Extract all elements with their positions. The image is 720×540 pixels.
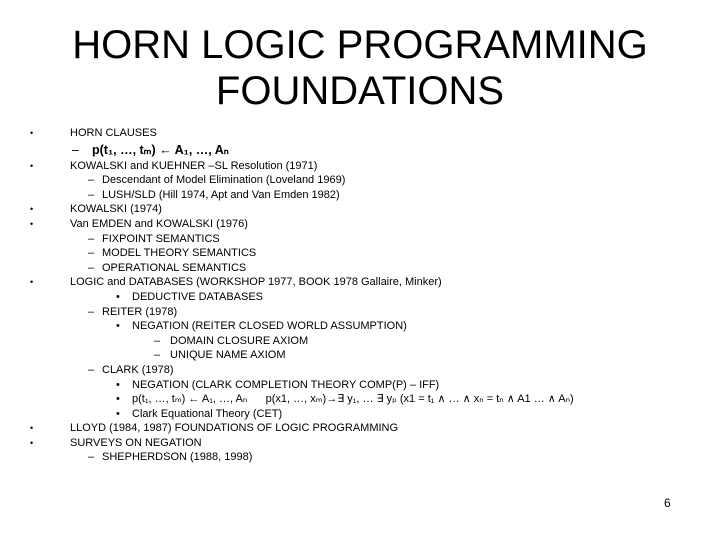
list-item: – CLARK (1978) — [88, 363, 174, 376]
list-item: • KOWALSKI (1974) — [30, 203, 162, 216]
list-item: • LOGIC and DATABASES (WORKSHOP 1977, BOOK 1978 Gallaire, Minker) — [30, 276, 442, 289]
title-line-1: HORN LOGIC PROGRAMMING — [72, 23, 648, 67]
title-line-2: FOUNDATIONS — [215, 69, 505, 113]
list-item: • NEGATION (CLARK COMPLETION THEORY COMP(P) – IFF) — [116, 378, 440, 391]
list-item: – OPERATIONAL SEMANTICS — [88, 261, 247, 274]
list-item: • HORN CLAUSES — [30, 127, 157, 139]
slide-title — [0, 22, 720, 114]
list-item: – FIXPOINT SEMANTICS — [88, 232, 220, 245]
page-number: 6 — [664, 496, 671, 510]
list-item: • NEGATION (REITER CLOSED WORLD ASSUMPTION) — [116, 320, 407, 333]
list-item: – UNIQUE NAME AXIOM — [154, 349, 286, 362]
list-item: • DEDUCTIVE DATABASES — [116, 290, 264, 303]
list-item: – Descendant of Model Elimination (Loveland 1969) — [88, 174, 346, 187]
list-item: – MODEL THEORY SEMANTICS — [88, 247, 257, 260]
bullet-list — [30, 126, 690, 465]
list-item: • KOWALSKI and KUEHNER –SL Resolution (1971) — [30, 159, 318, 172]
list-item: – REITER (1978) — [88, 305, 178, 318]
list-item: • Van EMDEN and KOWALSKI (1976) — [30, 217, 248, 230]
list-item: – LUSH/SLD (Hill 1974, Apt and Van Emden 1982) — [88, 188, 340, 201]
list-item: • SURVEYS ON NEGATION — [30, 436, 202, 449]
list-item: – DOMAIN CLOSURE AXIOM — [154, 334, 309, 347]
list-item: – p(t₁, …, tₘ) ← A₁, …, Aₙ — [72, 142, 229, 157]
list-item: – SHEPHERDSON (1988, 1998) — [88, 451, 253, 464]
list-item: • p(t₁, …, tₘ) ← A₁, …, Aₙ p(x1, …, xₘ)→∃ y₁, … ∃ yₚ (x1 = t₁ ∧ … ∧ xₙ = tₙ ∧ A1 … ∧ Aₙ) — [116, 393, 574, 406]
list-item: • LLOYD (1984, 1987) FOUNDATIONS OF LOGIC PROGRAMMING — [30, 422, 399, 435]
list-item: • Clark Equational Theory (CET) — [116, 407, 283, 420]
